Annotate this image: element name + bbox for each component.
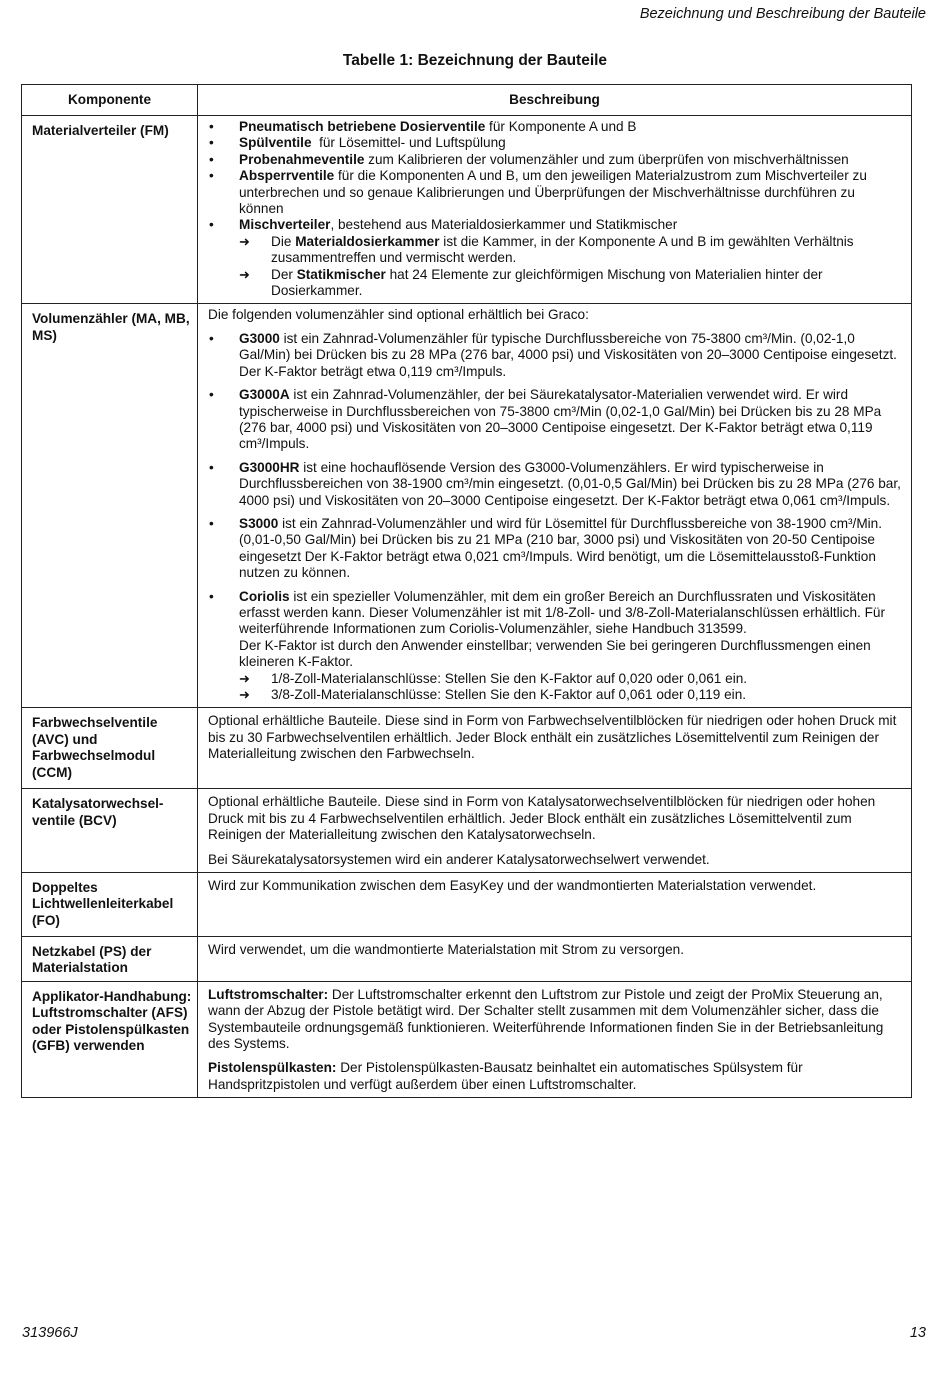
table-row: [22, 304, 912, 708]
component-cell: Katalysatorwechsel-ventile (BCV): [22, 789, 198, 873]
list-item: • Mischverteiler, bestehend aus Materialdosierkammer und Statikmischer ➜ Die Materialdosierkammer ist die Kammer, in der Komponente A und B im gewählten Verhältnis zusammentreffen und vermischt werden. ➜ Der Statikmischer hat 24 Elemente zur gleichförmigen Mischung von Materialien hinter der Dosierkammer.: [208, 217, 903, 299]
table-row: [22, 789, 912, 873]
component-cell: Applikator-Handhabung: Luftstromschalter (AFS) oder Pistolenspülkasten (GFB) verwenden: [22, 981, 198, 1097]
component-cell: Materialverteiler (FM): [22, 116, 198, 304]
list-item: • Spülventile für Lösemittel- und Luftspülung: [208, 135, 903, 151]
arrow-item: ➜ 3/8-Zoll-Materialanschlüsse: Stellen Sie den K-Faktor auf 0,061 oder 0,119 ein.: [208, 687, 903, 703]
running-header: Bezeichnung und Beschreibung der Bauteile: [639, 6, 926, 22]
list-item: • G3000A ist ein Zahnrad-Volumenzähler, der bei Säurekatalysator-Materialien verwendet wird. Er wird typischerweise in Durchflussbereichen von 75-3800 cm³/Min (0,02-1,0 Gal/Min) bei Drücken bis zu 28 MPa (276 bar, 4000 psi) und Viskositäten von 20–3000 Centipoise eingesetzt. Der K-Faktor beträgt etwa 0,119 cm³/Impuls.: [208, 387, 903, 453]
description-cell: Optional erhältliche Bauteile. Diese sind in Form von Farbwechselventilblöcken für niedrigen oder hohen Druck mit bis zu 30 Farbwechselventilen erhältlich. Jeder Block enthält ein zusätzliches Lösemittelventil zum Reinigen der Materialleitung zwischen den Farbwechseln.: [198, 708, 912, 789]
list-item: • S3000 ist ein Zahnrad-Volumenzähler und wird für Lösemittel für Durchflussbereiche von 38-1900 cm³/Min. (0,01-0,50 Gal/Min) bei Drücken bis zu 21 MPa (210 bar, 3000 psi) und Viskositäten von 20-50 Centipoise eingesetzt Der K-Faktor beträgt etwa 0,021 cm³/Impuls. Wird benötigt, um die Lösemittelausstoß-Funktion nutzen zu können.: [208, 516, 903, 582]
component-cell: Farbwechselventile (AVC) und Farbwechselmodul (CCM): [22, 708, 198, 789]
arrow-item: ➜ Die Materialdosierkammer ist die Kammer, in der Komponente A und B im gewählten Verhältnis zusammentreffen und vermischt werden.: [208, 234, 903, 267]
page-number: 13: [909, 1325, 926, 1341]
list-item: • Absperrventile für die Komponenten A und B, um den jeweiligen Materialzustrom zum Mischverteiler zu unterbrechen und so genaue Kalibrierungen und Überprüfungen der Mischverhältnisse durchführen zu können: [208, 168, 903, 217]
list-item: • G3000HR ist eine hochauflösende Version des G3000-Volumenzählers. Er wird typischerweise in Durchflussbereichen von 38-1900 cm³/min eingesetzt. (0,01-0,5 Gal/Min) bei Drücken bis zu 28 MPa (276 bar, 4000 psi) und Viskositäten von 20–3000 Centipoise eingesetzt. Der K-Faktor beträgt etwa 0,061 cm³/Impuls.: [208, 460, 903, 509]
table-header-row: [22, 85, 912, 116]
description-cell: Wird zur Kommunikation zwischen dem EasyKey und der wandmontierten Materialstation verwendet.: [198, 873, 912, 937]
table-row: [22, 116, 912, 304]
arrow-list: [239, 671, 903, 704]
component-cell: Doppeltes Lichtwellenleiterkabel (FO): [22, 873, 198, 937]
arrow-item: ➜ 1/8-Zoll-Materialanschlüsse: Stellen Sie den K-Faktor auf 0,020 oder 0,061 ein.: [208, 671, 903, 687]
list-item: • Probenahmeventile zum Kalibrieren der volumenzähler und zum überprüfen von mischverhältnissen: [208, 152, 903, 168]
table-row: [22, 937, 912, 982]
description-cell: [198, 304, 912, 708]
parts-table: [21, 84, 912, 1098]
table-row: [22, 873, 912, 937]
intro-text: Die folgenden volumenzähler sind optional erhältlich bei Graco:: [208, 307, 589, 323]
description-cell: Wird verwendet, um die wandmontierte Materialstation mit Strom zu versorgen.: [198, 937, 912, 982]
component-cell: Volumenzähler (MA, MB, MS): [22, 304, 198, 708]
bullet-list: [208, 119, 903, 299]
list-item: • Pneumatisch betriebene Dosierventile für Komponente A und B: [208, 119, 903, 135]
column-header-component: Komponente: [22, 85, 198, 116]
table-row: [22, 708, 912, 789]
table-title: Tabelle 1: Bezeichnung der Bauteile: [342, 52, 608, 69]
arrow-item: ➜ Der Statikmischer hat 24 Elemente zur gleichförmigen Mischung von Materialien hinter der Dosierkammer.: [208, 267, 903, 300]
list-item: • Coriolis ist ein spezieller Volumenzähler, mit dem ein großer Bereich an Durchflussraten und Viskositäten erfasst werden kann. Dieser Volumenzähler ist mit 1/8-Zoll- und 3/8-Zoll-Materialanschlüssen erhältlich. Für weiterführende Informationen zum Coriolis-Volumenzähler, siehe Handbuch 313599. Der K-Faktor ist durch den Anwender einstellbar; verwenden Sie bei geringeren Durchflussmengen einen kleineren K-Faktor. ➜ 1/8-Zoll-Materialanschlüsse: Stellen Sie den K-Faktor auf 0,020 oder 0,061 ein. ➜ 3/8-Zoll-Materialanschlüsse: Stellen Sie den K-Faktor auf 0,061 oder 0,119 ein.: [208, 589, 903, 704]
arrow-list: [239, 234, 903, 300]
description-cell: Optional erhältliche Bauteile. Diese sind in Form von Katalysatorwechselventilblöcken für niedrigen oder hohen Druck mit bis zu 4 Farbwechselventilen erhältlich. Jeder Block enthält ein zusätzliches Lösemittelventil zum Reinigen der Materialleitung zwischen den Katalysatorwechseln. Bei Säurekatalysatorsystemen wird ein anderer Katalysatorwechselwert verwendet.: [198, 789, 912, 873]
bullet-list: [208, 331, 903, 704]
document-number: 313966J: [22, 1325, 78, 1341]
component-cell: Netzkabel (PS) der Materialstation: [22, 937, 198, 982]
description-cell: [198, 116, 912, 304]
table-row: [22, 981, 912, 1097]
list-item: • G3000 ist ein Zahnrad-Volumenzähler für typische Durchflussbereiche von 75-3800 cm³/Min. (0,02-1,0 Gal/Min) bei Drücken bis zu 28 MPa (276 bar, 4000 psi) und Viskositäten von 20–3000 Centipoise eingesetzt. Der K-Faktor beträgt etwa 0,119 cm³/Impuls.: [208, 331, 903, 380]
description-cell: Luftstromschalter: Der Luftstromschalter erkennt den Luftstrom zur Pistole und zeigt der ProMix Steuerung an, wann der Abzug der Pistole betätigt wird. Der Schalter stellt zusammen mit dem Volumenzähler sicher, dass die Systembauteile ordnungsgemäß funktionieren. Weiterführende Informationen finden Sie in der Betriebsanleitung des Systems. Pistolenspülkasten: Der Pistolenspülkasten-Bausatz beinhaltet ein automatisches Spülsystem für Handspritzpistolen und verfügt außerdem über einen Luftstromschalter.: [198, 981, 912, 1097]
column-header-description: Beschreibung: [198, 85, 912, 116]
